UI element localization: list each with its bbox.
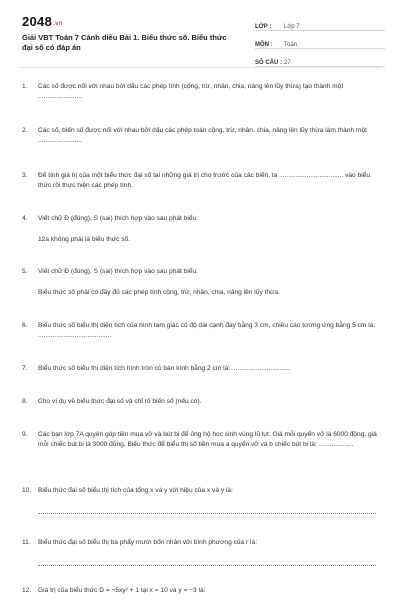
question-text: Biểu thức số biểu thị diện tích của hình tam giác có độ dài cạnh đáy bằng 3 cm, chiều cao tương ứng bằng 5 cm là: ........................................ <box>38 322 376 339</box>
question-number: 10. <box>22 487 32 494</box>
logo-brand: 2048 <box>22 14 53 29</box>
document-meta <box>255 16 385 70</box>
question-number: 11. <box>22 539 31 546</box>
meta-row-mon <box>255 34 385 49</box>
question-number: 7. <box>22 365 28 372</box>
question-number: 5. <box>22 268 28 275</box>
question-text: Các bạn lớp 7A quyên góp tiền mua vở và bút bi để ủng hộ học sinh vùng lũ lụt. Giá mỗi quyển vở là 6000 đồng, giá mỗi chiếc bút bi là 3000 đồng. Biểu thức để biểu thị số tiền mua a quyển vở và b chiếc bút bi là: ................... <box>38 431 377 448</box>
question-text: Các số, biến số được nối với nhau bởi dấu các phép toán cộng, trừ, nhân, chia, nâng lên lũy thừa làm thành một ........................ <box>38 127 367 144</box>
mon-label: MÔN : <box>255 42 273 48</box>
question-number: 3. <box>22 172 28 179</box>
question-5 <box>22 267 382 277</box>
question-text: Biểu thức số biểu thị diện tích hình tròn có bán kính bằng 2 cm là: ................................ <box>38 365 291 372</box>
question-12 <box>22 586 382 596</box>
logo-suffix: .vn <box>53 21 63 27</box>
question-8 <box>22 397 382 407</box>
question-3 <box>22 171 382 191</box>
meta-row-socau <box>255 52 385 67</box>
question-number: 12. <box>22 587 32 594</box>
question-number: 6. <box>22 322 28 329</box>
question-number: 1. <box>22 83 28 90</box>
question-text: Biểu thức đại số biểu thị ba phẩy mười bốn nhân với bình phương của r là: <box>38 539 258 546</box>
question-2 <box>22 126 382 146</box>
question-text: Các số được nối với nhau bởi dấu các phép tính (cộng, trừ, nhân, chia, nâng lên lũy thừa) tạo thành một ........................ <box>38 83 344 100</box>
site-logo[interactable] <box>22 14 63 29</box>
question-text: Viết chữ Đ (đúng), S (sai) thích hợp vào sau phát biểu: <box>38 215 198 222</box>
mon-value: Toán <box>284 42 298 48</box>
question-text: Giá trị của biểu thức D = −5xy² + 1 tại x = 10 và y = −3 là: <box>38 587 206 594</box>
socau-label: SỐ CÂU : <box>255 60 282 66</box>
question-text: Biểu thức đại số biểu thị tích của tổng x và y với hiệu của x và y là: <box>38 487 233 494</box>
question-1 <box>22 82 382 102</box>
answer-line-q10[interactable] <box>38 513 376 514</box>
question-text: Cho ví dụ về biểu thức đại số và chỉ rõ biến số (nếu có). <box>38 398 202 405</box>
lop-value: Lớp 7 <box>284 24 300 30</box>
question-4 <box>22 214 382 224</box>
document-header <box>0 0 400 66</box>
meta-row-lop <box>255 16 385 31</box>
question-7 <box>22 364 382 374</box>
question-number: 4. <box>22 215 28 222</box>
document-title: Giải VBT Toán 7 Cánh diều Bài 1. Biểu thức số. Biểu thức đại số có đáp án <box>22 33 227 52</box>
question-6 <box>22 321 382 341</box>
question-9 <box>22 430 382 450</box>
question-10 <box>22 486 382 496</box>
header-divider <box>20 67 380 68</box>
question-text: Viết chữ Đ (đúng), S (sai) thích hợp vào sau phát biểu: <box>38 268 198 275</box>
question-number: 9. <box>22 431 28 438</box>
answer-statement-q4: 12a không phải là biểu thức số. <box>38 236 131 243</box>
answer-line-q11[interactable] <box>38 565 376 566</box>
question-11 <box>22 538 382 548</box>
socau-value: 27 <box>284 60 291 66</box>
question-number: 2. <box>22 127 28 134</box>
lop-label: LỚP : <box>255 24 272 30</box>
answer-statement-q5: Biểu thức số phải có đầy đủ các phép tính cộng, trừ, nhân, chia, nâng lên lũy thừa. <box>38 289 280 296</box>
question-number: 8. <box>22 398 28 405</box>
question-text: Để tính giá trị của một biểu thức đại số tại những giá trị cho trước của các biến, ta ................................... vào biểu thức rồi thực hiện các phép tính. <box>38 172 371 189</box>
